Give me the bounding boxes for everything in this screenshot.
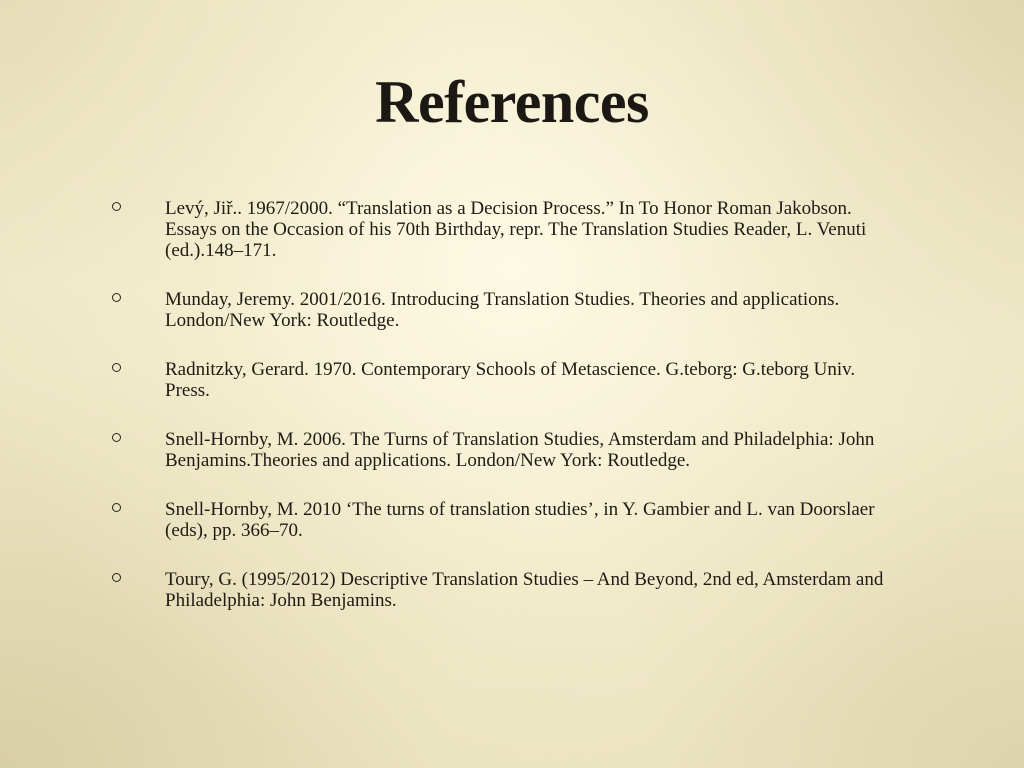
bullet-circle-icon — [112, 433, 121, 442]
reference-item — [110, 429, 900, 471]
reference-text: Radnitzky, Gerard. 1970. Contemporary Schools of Metascience. G.teborg: G.teborg Univ. Press. — [165, 359, 856, 401]
reference-text: Levý, Jiř.. 1967/2000. “Translation as a Decision Process.” In To Honor Roman Jakobson. Essays on the Occasion of his 70th Birthday, repr. The Translation Studies Reader, L. Venuti (ed.).148–171. — [165, 198, 867, 261]
bullet-circle-icon — [112, 202, 121, 211]
bullet-circle-icon — [112, 293, 121, 302]
reference-text: Snell-Hornby, M. 2010 ‘The turns of translation studies’, in Y. Gambier and L. van Doorslaer (eds), pp. 366–70. — [165, 499, 875, 541]
reference-text: Toury, G. (1995/2012) Descriptive Translation Studies – And Beyond, 2nd ed, Amsterdam and Philadelphia: John Benjamins. — [165, 569, 884, 611]
reference-item — [110, 198, 900, 261]
bullet-circle-icon — [112, 363, 121, 372]
reference-text: Snell-Hornby, M. 2006. The Turns of Translation Studies, Amsterdam and Philadelphia: John Benjamins.Theories and applications. London/New York: Routledge. — [165, 429, 875, 471]
reference-item — [110, 499, 900, 541]
bullet-circle-icon — [112, 503, 121, 512]
reference-item — [110, 569, 900, 611]
reference-text: Munday, Jeremy. 2001/2016. Introducing Translation Studies. Theories and applications. London/New York: Routledge. — [165, 289, 840, 331]
reference-item — [110, 289, 900, 331]
reference-item — [110, 359, 900, 401]
reference-list — [110, 198, 900, 639]
bullet-circle-icon — [112, 573, 121, 582]
slide-title: References — [375, 69, 649, 135]
